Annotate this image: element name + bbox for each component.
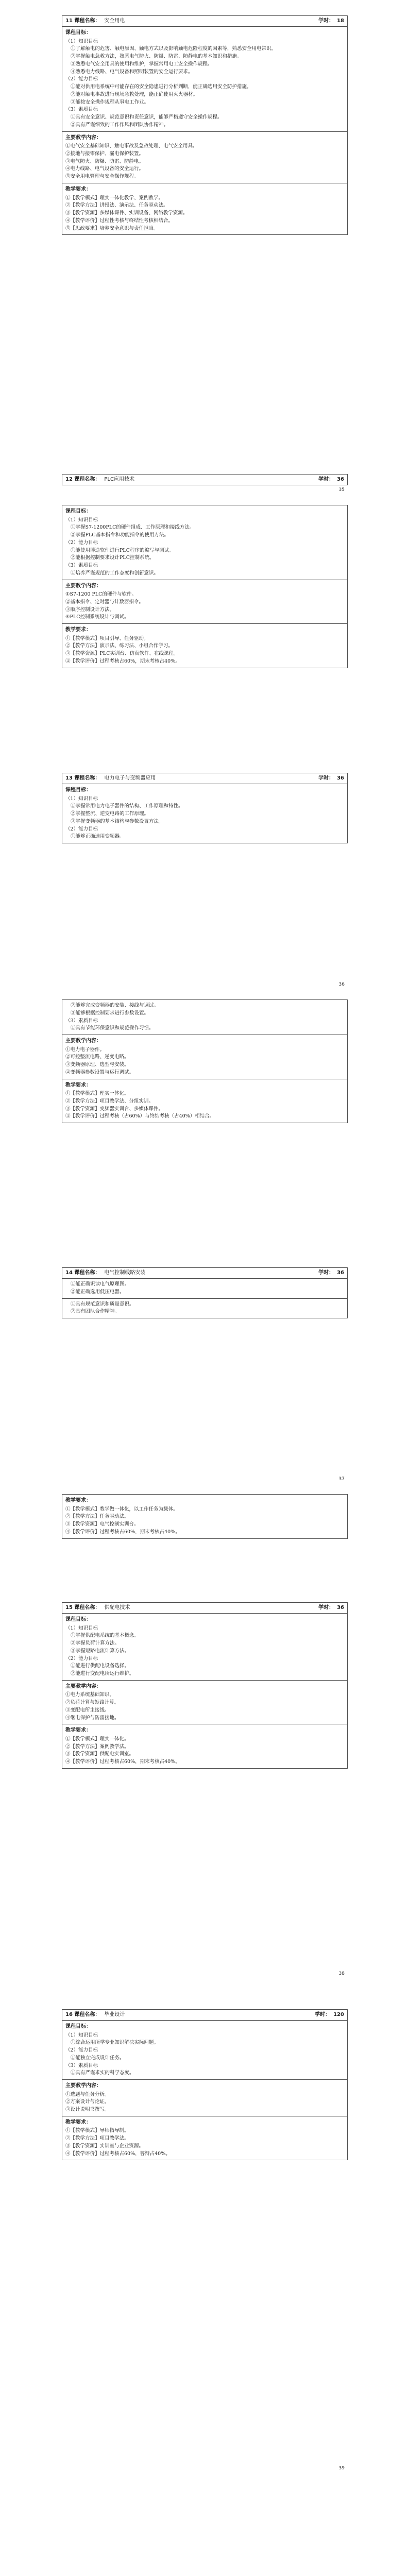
- course-table-12: [62, 505, 348, 668]
- block-label: 教学要求：: [65, 1498, 91, 1503]
- block-label: 主要教学内容：: [65, 583, 101, 589]
- text-line: ②能进行变配电所运行维护。: [71, 1671, 134, 1677]
- course-body: [62, 27, 348, 235]
- block-label: 课程目标：: [65, 787, 91, 793]
- course-body: [62, 1279, 348, 1318]
- course-table-14: [62, 1267, 348, 1318]
- text-line: ①电力电子器件。: [65, 1046, 105, 1053]
- block-label: 教学要求：: [65, 1082, 91, 1088]
- text-line: ①电力系统基础知识。: [65, 1692, 115, 1698]
- text-line: ②能够完成变频器的安装、接线与调试。: [71, 1003, 159, 1008]
- text-line: ③掌握变频器的基本结构与参数设置方法。: [71, 818, 164, 824]
- text-line: ①具有安全意识、规范意识和责任意识，能够严格遵守安全操作规程。: [71, 114, 223, 121]
- block-label: 主要教学内容：: [65, 1038, 101, 1044]
- text-line: ①能对供用电系统中可能存在的安全隐患进行分析判断，能正确选用安全防护措施。: [71, 84, 252, 90]
- course-label: 13 课程名称：: [65, 775, 100, 781]
- block-content: [62, 580, 347, 624]
- text-line: ②能对触电事故进行现场急救处理，能正确使用灭火器材。: [71, 91, 198, 97]
- text-line: （3）素质目标: [65, 2062, 98, 2069]
- course-label: 16 课程名称：: [65, 2011, 100, 2018]
- text-line: （2）能力目标: [65, 2047, 98, 2054]
- course-table-12-header: [62, 474, 348, 485]
- text-line: ①【教学模式】教学做一体化，以工作任务为载体。: [65, 1506, 178, 1512]
- course-header: [62, 773, 348, 784]
- text-line: ②【教学方法】任务驱动法。: [65, 1514, 129, 1520]
- block-objectives: [62, 1614, 347, 1680]
- hours-label: 学时：: [318, 18, 334, 24]
- text-line: ①电气安全基础知识、触电事故及急救处理、电气安全用具。: [65, 143, 198, 149]
- course-body: [62, 784, 348, 843]
- text-line: ④熟悉电力线路、电气设备和照明装置的安全运行要求。: [71, 69, 193, 75]
- block-objectives: [62, 784, 347, 843]
- text-line: ③变配电所主接线。: [65, 1707, 110, 1713]
- text-line: ②【教学方法】讲授法、演示法、任务驱动法。: [65, 202, 168, 209]
- text-line: ⑤安全用电管理与安全操作规程。: [65, 174, 139, 180]
- text-line: ②基本指令、定时器与计数器指令。: [65, 599, 144, 605]
- text-line: ⑤【思政要求】培养安全意识与责任担当。: [65, 225, 159, 231]
- course-table-13-cont: [62, 999, 348, 1123]
- block-requirements: [62, 2116, 347, 2160]
- text-line: ④变频器参数设置与运行调试。: [65, 1069, 134, 1075]
- course-header: [62, 1267, 348, 1279]
- text-line: ③【教学资源】电气控制实训台。: [65, 1521, 139, 1528]
- block-content: [62, 131, 347, 183]
- text-line: ①S7-1200 PLC的硬件与软件。: [65, 591, 137, 598]
- hours-label: 学时：: [318, 1269, 334, 1276]
- page-number: 35: [338, 487, 345, 493]
- text-line: ②能根据控制要求设计PLC控制系统。: [71, 555, 155, 561]
- text-line: ③顺序控制设计方法。: [65, 606, 115, 613]
- text-line: ④【教学评价】过程考核占60%，期末考核占40%。: [65, 1529, 180, 1535]
- hours-value: 18: [337, 18, 344, 24]
- course-name: 供配电技术: [104, 1604, 130, 1611]
- text-line: ①【教学模式】理实一体化。: [65, 1736, 129, 1742]
- course-name: 电力电子与变频器应用: [104, 775, 156, 781]
- text-line: ①培养严谨规范的工作态度和创新意识。: [71, 570, 159, 576]
- text-line: ③【教学资源】PLC实训台、仿真软件、在线课程。: [65, 651, 179, 657]
- block-label: 主要教学内容：: [65, 1683, 101, 1689]
- block-requirements: [62, 1495, 347, 1538]
- text-line: ④【教学评价】过程性考核与终结性考核相结合。: [65, 217, 174, 224]
- text-line: ②【教学方法】项目教学法。: [65, 2136, 129, 2142]
- block-requirements: [62, 623, 347, 668]
- text-line: ②【教学方法】案例教学法。: [65, 1743, 129, 1750]
- hours-label: 学时：: [318, 476, 334, 482]
- hours-value: 36: [337, 775, 344, 781]
- block-objectives-cont: [62, 1000, 347, 1035]
- text-line: （2）能力目标: [65, 539, 98, 546]
- text-line: ②具有团队合作精神。: [71, 1309, 120, 1315]
- page-number: 37: [338, 1477, 345, 1482]
- course-name: 安全用电: [104, 18, 125, 24]
- block-label: 教学要求：: [65, 187, 91, 193]
- text-line: ③设计说明书撰写。: [65, 2107, 110, 2113]
- text-line: ③【教学资源】供配电实训室。: [65, 1751, 134, 1757]
- block-requirements: [62, 183, 347, 234]
- hours-value: 36: [337, 476, 344, 482]
- text-line: （1）知识目标: [65, 38, 98, 44]
- course-table-11: [62, 15, 348, 235]
- text-line: ④PLC控制系统设计与调试。: [65, 614, 129, 620]
- text-line: （3）素质目标: [65, 563, 98, 569]
- text-line: ④【教学评价】过程考核占60%，答辩占40%。: [65, 2150, 171, 2157]
- text-line: ①【教学模式】导师指导制。: [65, 2128, 129, 2134]
- block-content: [62, 2079, 347, 2116]
- text-line: ①具有节能环保意识和规范操作习惯。: [71, 1025, 154, 1031]
- text-line: ③【教学资源】多媒体课件、实训设备、网络教学资源。: [65, 210, 188, 216]
- hours-label: 学时：: [315, 2011, 331, 2018]
- text-line: ①能独立完成设计任务。: [71, 2055, 125, 2061]
- course-header: [62, 1602, 348, 1614]
- block-qualities: [62, 1298, 347, 1318]
- text-line: ①能进行供配电设备选择。: [71, 1663, 130, 1669]
- text-line: ③变频器原理、选型与安装。: [65, 1062, 129, 1068]
- text-line: ④【教学评价】过程考核（占60%）与终结考核（占40%）相结合。: [65, 1113, 215, 1120]
- text-line: ③【教学资源】实训室与企业资源。: [65, 2143, 144, 2149]
- text-line: ①掌握S7-1200PLC的硬件组成、工作原理和接线方法。: [71, 524, 195, 531]
- course-body: [62, 505, 348, 668]
- text-line: ③能按安全操作规程从事电工作业。: [71, 99, 149, 105]
- course-table-16: [62, 2009, 348, 2160]
- page-number: 39: [338, 2466, 345, 2471]
- block-content: [62, 1035, 347, 1079]
- text-line: ③熟悉电气安全用具的使用和维护，掌握常用电工安全操作规程。: [71, 61, 213, 67]
- text-line: ②掌握PLC基本指令和功能指令的使用方法。: [71, 532, 169, 538]
- block-label: 教学要求：: [65, 2119, 91, 2125]
- text-line: ①具有严谨求实的科学态度。: [71, 2070, 134, 2076]
- text-line: ②可控整流电路、逆变电路。: [65, 1054, 129, 1060]
- page-3: [0, 989, 409, 1484]
- block-requirements: [62, 1724, 347, 1768]
- course-label: 15 课程名称：: [65, 1604, 100, 1611]
- block-label: 课程目标：: [65, 509, 91, 514]
- page-1: [0, 0, 409, 495]
- course-header: [62, 15, 348, 27]
- hours-value: 120: [333, 2011, 344, 2018]
- text-line: ①综合运用所学专业知识解决实际问题。: [71, 2040, 159, 2046]
- text-line: ③【教学资源】变频器实训台、多媒体课件。: [65, 1106, 164, 1112]
- block-label: 主要教学内容：: [65, 134, 101, 141]
- text-line: （1）知识目标: [65, 2032, 98, 2038]
- hours-value: 36: [337, 1604, 344, 1611]
- text-line: ③电气防火、防爆、防雷、防静电。: [65, 158, 144, 164]
- text-line: ②【教学方法】项目教学法、分组实训。: [65, 1098, 154, 1104]
- page-number: 36: [338, 982, 345, 987]
- hours-label: 学时：: [318, 775, 334, 781]
- course-label: 12 课程名称：: [65, 476, 100, 482]
- text-line: ①选题与任务分析。: [65, 2091, 110, 2097]
- text-line: ③能够根据控制要求进行参数设置。: [71, 1010, 149, 1016]
- text-line: （1）知识目标: [65, 1625, 98, 1631]
- text-line: ②方案设计与论证。: [65, 2099, 110, 2105]
- block-label: 教学要求：: [65, 1727, 91, 1734]
- block-objectives: [62, 2021, 347, 2079]
- hours-value: 36: [337, 1269, 344, 1276]
- block-label: 课程目标：: [65, 1617, 91, 1622]
- course-table-15: [62, 1602, 348, 1769]
- text-line: ①能使用博途软件进行PLC程序的编写与调试。: [71, 547, 174, 553]
- text-line: ②掌握触电急救方法，熟悉电气防火、防爆、防雷、防静电的基本知识和措施。: [71, 54, 242, 60]
- block-requirements: [62, 1079, 347, 1123]
- text-line: （1）知识目标: [65, 517, 98, 523]
- text-line: ①能正确识读电气原理图。: [71, 1281, 130, 1287]
- course-label: 11 课程名称：: [65, 18, 100, 24]
- text-line: ②【教学方法】演示法、练习法、小组合作学习。: [65, 643, 174, 649]
- text-line: ②掌握整流、逆变电路的工作原理。: [71, 811, 149, 817]
- text-line: ①具有规范意识和质量意识。: [71, 1301, 134, 1307]
- text-line: ①掌握常用电力电子器件的结构、工作原理和特性。: [71, 803, 183, 809]
- hours-label: 学时：: [318, 1604, 334, 1611]
- page-2: [0, 495, 409, 989]
- text-line: ②能正确选用低压电器。: [71, 1289, 125, 1295]
- course-name: PLC应用技术: [104, 476, 134, 482]
- block-abilities: [62, 1279, 347, 1298]
- text-line: （2）能力目标: [65, 76, 98, 82]
- text-line: （2）能力目标: [65, 826, 98, 832]
- course-body: [62, 999, 348, 1123]
- text-line: ④【教学评价】过程考核占60%，期末考核占40%。: [65, 658, 180, 664]
- course-body: [62, 2021, 348, 2160]
- text-line: ④电力线路、电气设备的安全运行。: [65, 166, 144, 172]
- course-label: 14 课程名称：: [65, 1269, 100, 1276]
- course-header: [62, 474, 348, 485]
- course-table-14-cont: [62, 1494, 348, 1539]
- block-label: 课程目标：: [65, 30, 91, 36]
- text-line: ②负荷计算与短路计算。: [65, 1700, 120, 1706]
- page-4: [0, 1484, 409, 1978]
- text-line: （2）能力目标: [65, 1655, 98, 1662]
- page-6: [0, 2473, 409, 2576]
- text-line: ④【教学评价】过程考核占60%，期末考核占40%。: [65, 1759, 180, 1765]
- text-line: ①能够正确选用变频器。: [71, 834, 125, 840]
- text-line: ①了解触电的危害、触电原因、触电方式以及影响触电危险程度的因素等，熟悉安全用电常识。: [71, 46, 277, 52]
- block-label: 教学要求：: [65, 627, 91, 633]
- page-number: 38: [338, 1971, 345, 1976]
- text-line: ②掌握负荷计算方法。: [71, 1640, 120, 1647]
- text-line: ①【教学模式】理实一体化。: [65, 1091, 129, 1097]
- course-table-13: [62, 773, 348, 843]
- course-body: [62, 1494, 348, 1539]
- text-line: （1）知识目标: [65, 795, 98, 802]
- text-line: （3）素质目标: [65, 1018, 98, 1024]
- text-line: ①【教学模式】理实一体化教学、案例教学。: [65, 195, 164, 201]
- block-label: 主要教学内容：: [65, 2083, 101, 2089]
- text-line: ③掌握短路电流计算方法。: [71, 1648, 130, 1654]
- course-body: [62, 1614, 348, 1769]
- text-line: ②具有严谨细致的工作作风和团队协作精神。: [71, 122, 169, 128]
- text-line: ①【教学模式】项目引导、任务驱动。: [65, 635, 149, 641]
- block-objectives: [62, 27, 347, 131]
- course-header: [62, 2009, 348, 2021]
- course-name: 电气控制线路安装: [104, 1269, 146, 1276]
- text-line: （3）素质目标: [65, 107, 98, 113]
- text-line: ②接地与接零保护、漏电保护装置。: [65, 150, 144, 157]
- block-content: [62, 1680, 347, 1724]
- text-line: ④继电保护与防雷接地。: [65, 1715, 120, 1721]
- page-5: [0, 1978, 409, 2473]
- block-objectives: [62, 505, 347, 580]
- block-label: 课程目标：: [65, 2024, 91, 2029]
- course-name: 毕业设计: [104, 2011, 125, 2018]
- text-line: ①掌握供配电系统的基本概念。: [71, 1633, 140, 1639]
